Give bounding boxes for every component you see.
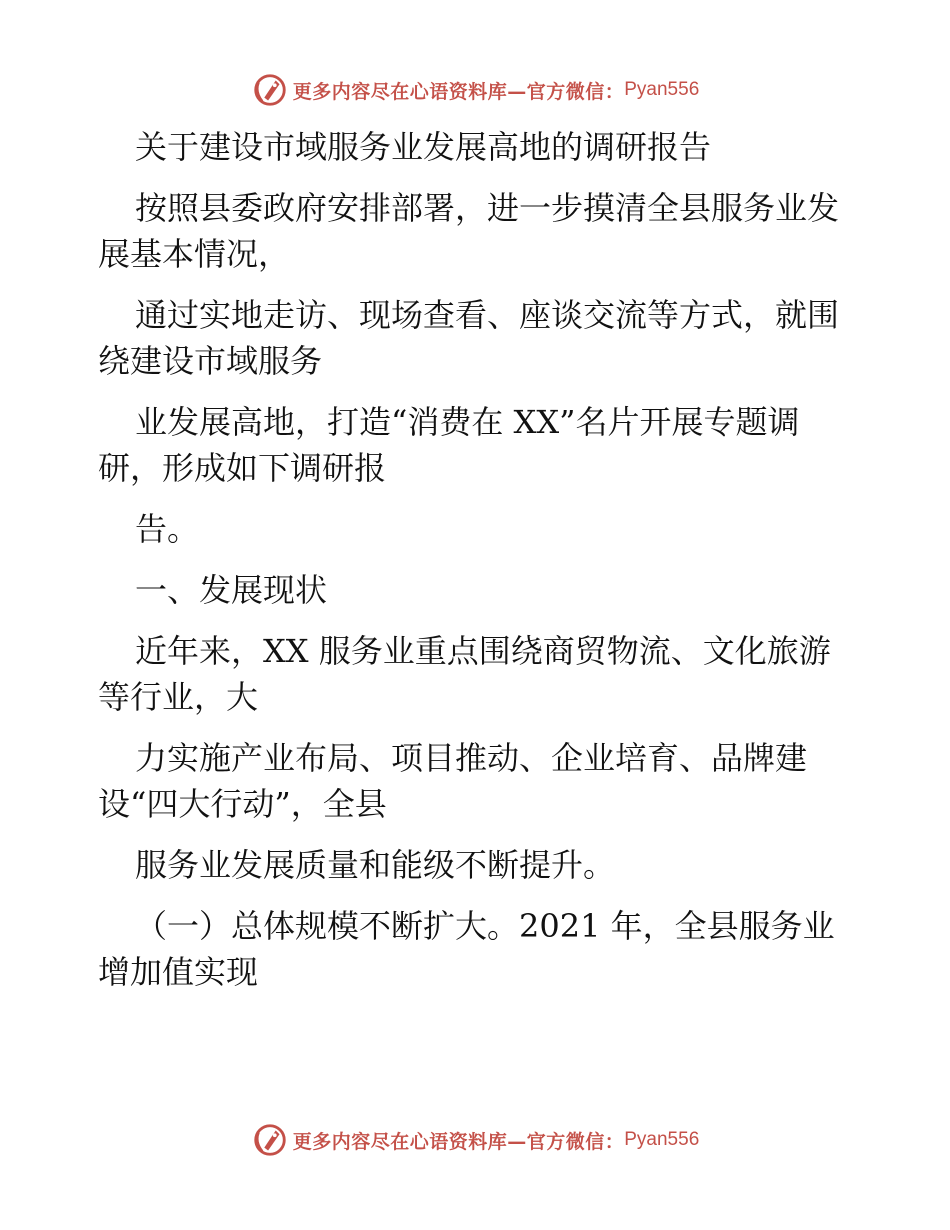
paragraph: 近年来，XX 服务业重点围绕商贸物流、文化旅游等行业，大	[98, 632, 831, 716]
paragraph-title: 关于建设市域服务业发展高地的调研报告	[135, 128, 712, 166]
banner-text: 更多内容尽在心语资料库—官方微信：	[292, 1130, 625, 1153]
paragraph: 服务业发展质量和能级不断提升。	[135, 846, 616, 884]
paragraph: （一）总体规模不断扩大。2021 年，全县服务业增加值实现	[98, 907, 835, 991]
pen-nib-logo-icon	[251, 71, 289, 109]
banner-wechat-id: Pyan556	[624, 1129, 700, 1150]
document-body	[98, 124, 858, 995]
paragraph: 通过实地走访、现场查看、座谈交流等方式，就围绕建设市域服务	[98, 296, 840, 380]
paragraph: 业发展高地，打造“消费在 XX”名片开展专题调研，形成如下调研报	[98, 403, 800, 487]
header-banner	[0, 70, 950, 110]
paragraph: 按照县委政府安排部署，进一步摸清全县服务业发展基本情况，	[98, 189, 840, 273]
pen-nib-logo-icon	[251, 1121, 289, 1159]
section-heading: 一、发展现状	[135, 571, 328, 609]
banner-wechat-id: Pyan556	[624, 79, 700, 100]
footer-banner	[0, 1120, 950, 1160]
banner-text: 更多内容尽在心语资料库—官方微信：	[292, 80, 625, 103]
paragraph: 告。	[135, 510, 200, 548]
paragraph: 力实施产业布局、项目推动、企业培育、品牌建设“四大行动”，全县	[98, 739, 808, 823]
